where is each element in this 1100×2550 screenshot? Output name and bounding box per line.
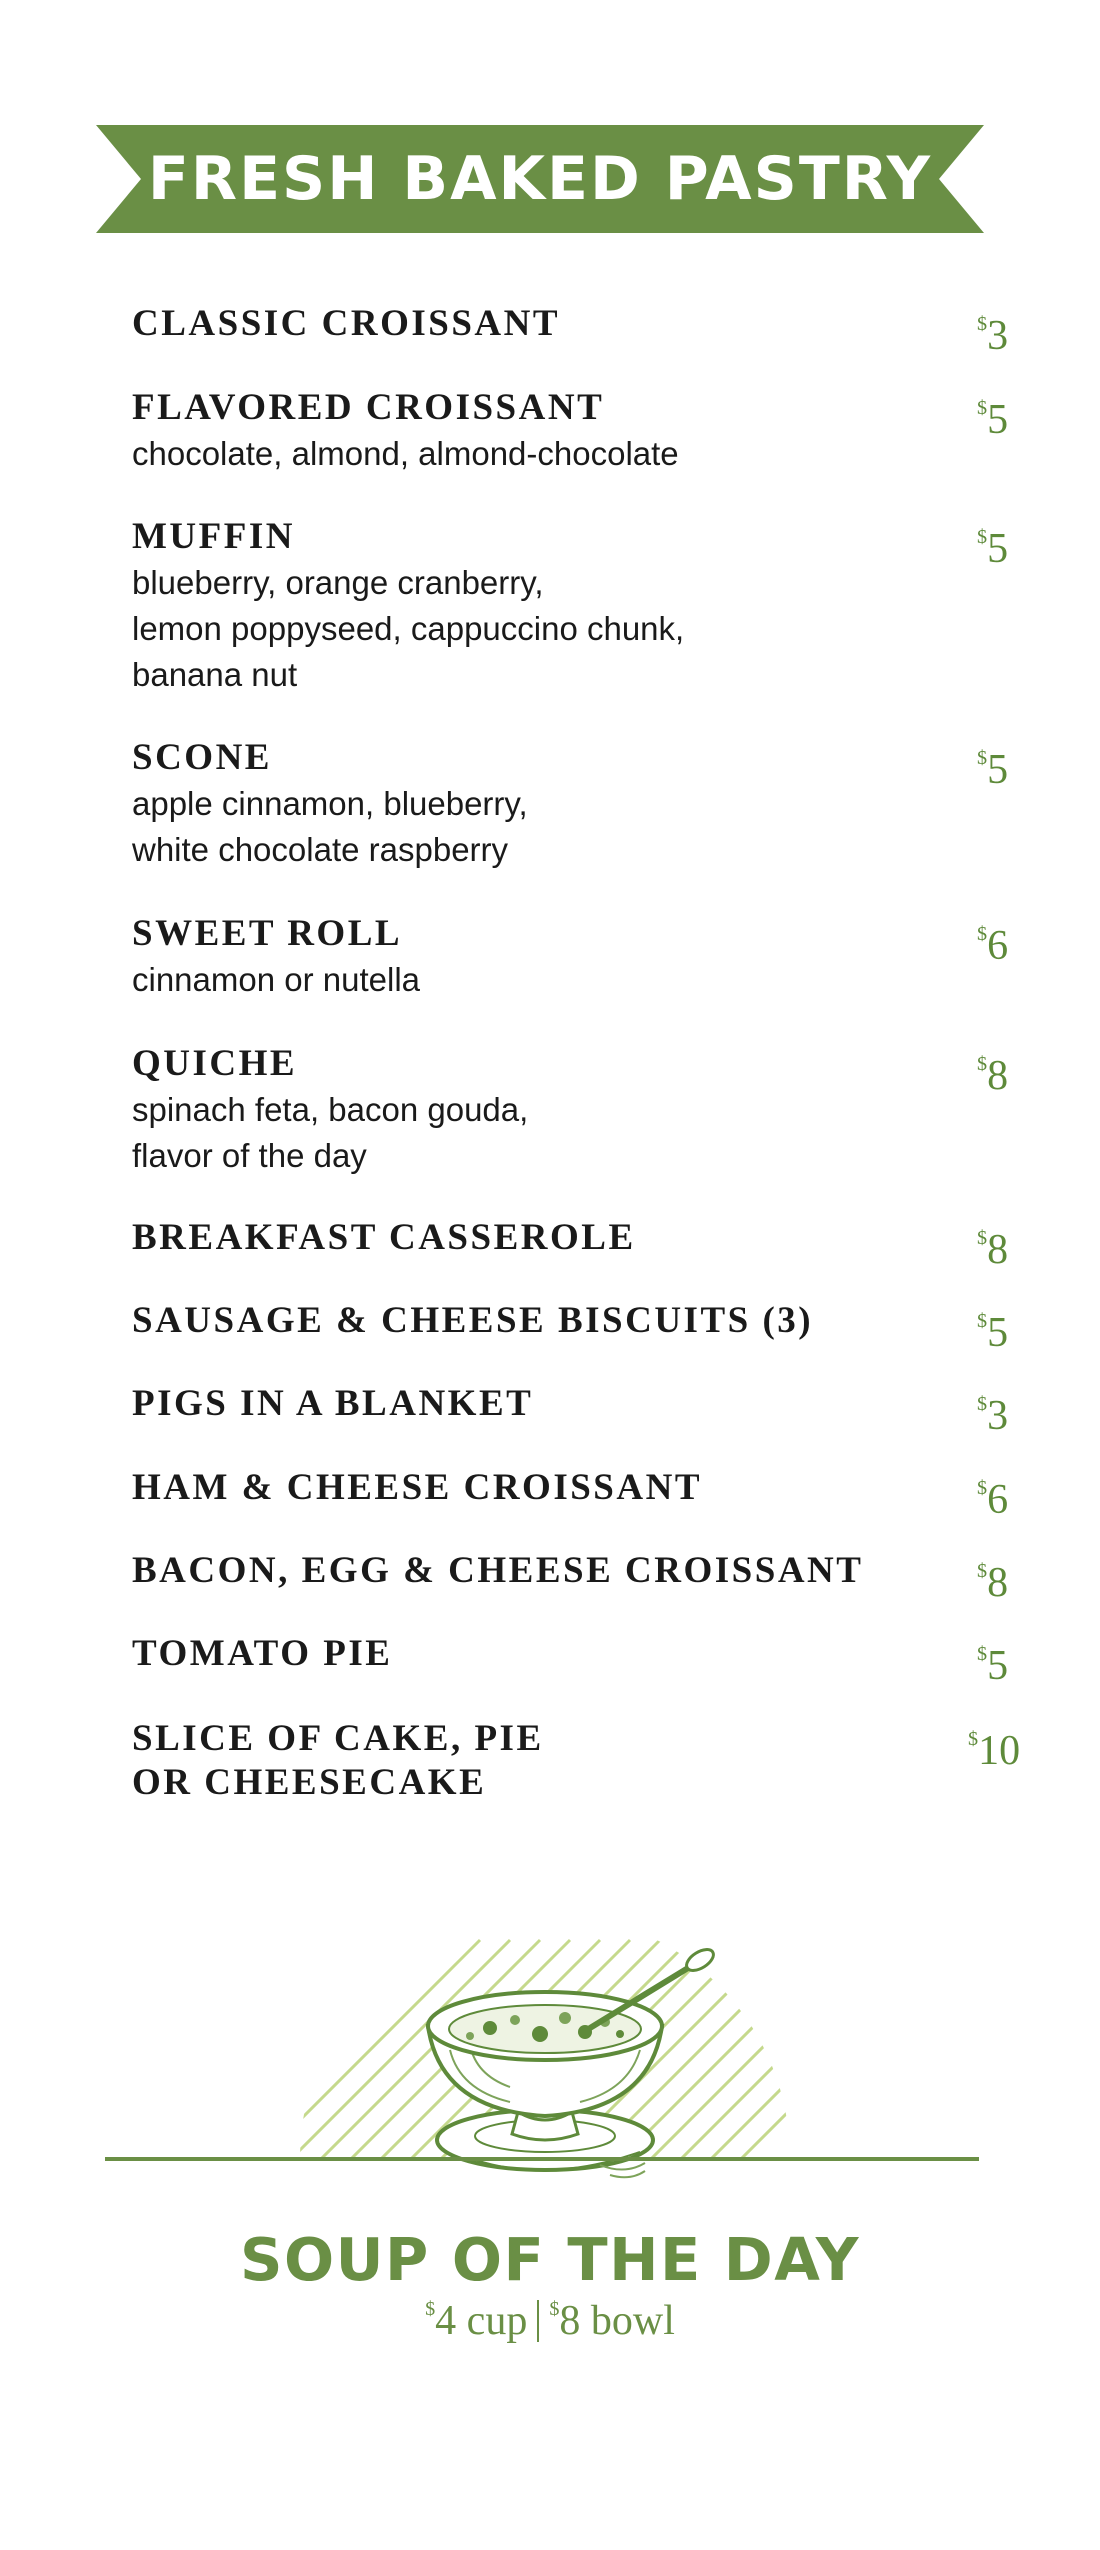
menu-item-name: SAUSAGE & CHEESE BISCUITS (3) xyxy=(132,1300,814,1341)
menu-item-price: $8 xyxy=(977,1227,1009,1274)
menu-item xyxy=(132,1549,1009,1607)
menu-item xyxy=(132,1632,1009,1690)
menu-item xyxy=(132,386,1009,477)
menu-item xyxy=(132,1299,1009,1357)
soup-title: SOUP OF THE DAY xyxy=(239,2225,861,2294)
menu-item-price: $8 xyxy=(977,1053,1009,1100)
menu-item xyxy=(132,736,1009,873)
menu-item xyxy=(132,912,1009,1003)
soup-bowl-illustration xyxy=(0,1900,1100,2245)
soup-bowl-price: $8 bowl xyxy=(549,2298,675,2345)
menu-item-price: $5 xyxy=(977,747,1009,794)
menu-item-name: TOMATO PIE xyxy=(132,1633,393,1674)
menu-item-name: CLASSIC CROISSANT xyxy=(132,303,561,344)
menu-item-name: SCONE xyxy=(132,737,272,778)
menu-item-price: $5 xyxy=(977,1310,1009,1357)
menu-item xyxy=(132,1382,1009,1440)
menu-item-name: HAM & CHEESE CROISSANT xyxy=(132,1467,703,1508)
menu-item xyxy=(132,1466,1009,1524)
menu-item-name: PIGS IN A BLANKET xyxy=(132,1383,534,1424)
menu-item-name: MUFFIN xyxy=(132,516,295,557)
menu-item-name: BACON, EGG & CHEESE CROISSANT xyxy=(132,1550,864,1591)
menu-item xyxy=(132,1216,1009,1274)
menu-item-name: BREAKFAST CASSEROLE xyxy=(132,1217,636,1258)
menu-item-description: chocolate, almond, almond-chocolate xyxy=(132,435,679,472)
menu-item-name: QUICHE xyxy=(132,1043,298,1084)
soup-bowl-icon xyxy=(0,1900,1100,2240)
menu-item-price: $5 xyxy=(977,397,1009,444)
menu-item xyxy=(132,1717,1021,1805)
soup-divider-line xyxy=(105,2157,979,2161)
menu-item-price: $8 xyxy=(977,1560,1009,1607)
menu-item xyxy=(132,1042,1009,1179)
menu-item-name: FLAVORED CROISSANT xyxy=(132,387,605,428)
menu-item-price: $10 xyxy=(968,1728,1021,1775)
menu-item-description: blueberry, orange cranberry, lemon poppyseed, cappuccino chunk, banana nut xyxy=(132,564,685,693)
menu-item-price: $5 xyxy=(977,526,1009,573)
section-title: FRESH BAKED PASTRY xyxy=(147,144,933,214)
menu-item-name: SWEET ROLL xyxy=(132,913,403,954)
menu-item xyxy=(132,302,1009,360)
menu-item-price: $3 xyxy=(977,1393,1009,1440)
menu-item-description: spinach feta, bacon gouda, flavor of the day xyxy=(132,1091,529,1174)
soup-prices xyxy=(0,2283,1100,2347)
section-banner xyxy=(96,125,984,233)
menu-item xyxy=(132,515,1009,698)
soup-cup-price: $4 cup xyxy=(425,2298,528,2345)
menu-item-price: $3 xyxy=(977,313,1009,360)
menu-item-name: SLICE OF CAKE, PIE OR CHEESECAKE xyxy=(132,1718,544,1803)
menu-item-price: $6 xyxy=(977,923,1009,970)
menu-item-description: cinnamon or nutella xyxy=(132,961,421,998)
menu-item-price: $6 xyxy=(977,1477,1009,1524)
menu-item-price: $5 xyxy=(977,1643,1009,1690)
menu-item-description: apple cinnamon, blueberry, white chocolate raspberry xyxy=(132,785,528,868)
price-separator xyxy=(537,2300,539,2342)
